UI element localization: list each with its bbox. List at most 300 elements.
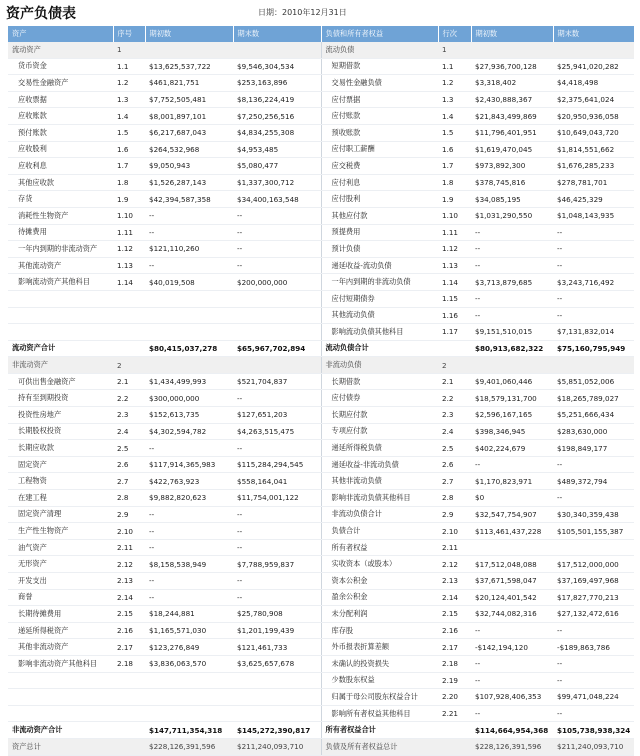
- asset-opening-cell: $422,763,923: [145, 473, 233, 490]
- asset-closing-cell: --: [233, 440, 321, 457]
- liability-opening-cell: $402,224,679: [471, 440, 553, 457]
- page-title: 资产负债表: [6, 6, 76, 22]
- asset-name-cell: 其他非流动资产: [8, 639, 113, 656]
- liability-name-cell: 实收资本（或股本）: [321, 556, 438, 573]
- asset-name-cell: 货币资金: [8, 58, 113, 75]
- header-closing-balance-right: 期末数: [553, 26, 634, 42]
- liability-closing-cell: $7,131,832,014: [553, 324, 634, 341]
- asset-opening-cell: $117,914,365,983: [145, 456, 233, 473]
- table-row: [8, 307, 634, 324]
- asset-seq-cell: 1.4: [113, 108, 145, 125]
- liability-line-cell: 2.6: [438, 456, 471, 473]
- asset-opening-cell: [145, 705, 233, 722]
- asset-opening-cell: $300,000,000: [145, 390, 233, 407]
- asset-name-cell: 可供出售金融资产: [8, 373, 113, 390]
- liability-name-cell: 非流动负债合计: [321, 506, 438, 523]
- liability-opening-cell: $2,596,167,165: [471, 407, 553, 424]
- asset-seq-cell: 1.3: [113, 91, 145, 108]
- section-row: [8, 42, 634, 58]
- liability-line-cell: [438, 340, 471, 357]
- liability-opening-cell: $1,031,290,550: [471, 207, 553, 224]
- asset-opening-cell: [145, 42, 233, 58]
- liability-name-cell: 交易性金融负债: [321, 75, 438, 92]
- asset-opening-cell: $7,752,505,481: [145, 91, 233, 108]
- liability-line-cell: 2.12: [438, 556, 471, 573]
- liability-closing-cell: $20,950,936,058: [553, 108, 634, 125]
- liability-closing-cell: $211,240,093,710: [553, 738, 634, 755]
- asset-seq-cell: 2.1: [113, 373, 145, 390]
- liability-line-cell: 1.4: [438, 108, 471, 125]
- liability-line-cell: 1.11: [438, 224, 471, 241]
- table-row: [8, 158, 634, 175]
- asset-seq-cell: 1.6: [113, 141, 145, 158]
- liability-line-cell: 2: [438, 357, 471, 374]
- liability-line-cell: 1.17: [438, 324, 471, 341]
- liability-closing-cell: $105,738,938,324: [553, 722, 634, 739]
- table-row: [8, 290, 634, 307]
- liability-line-cell: 1.7: [438, 158, 471, 175]
- asset-closing-cell: --: [233, 539, 321, 556]
- balance-sheet-table-container: [8, 26, 634, 756]
- asset-closing-cell: $211,240,093,710: [233, 738, 321, 755]
- liability-line-cell: 2.19: [438, 672, 471, 689]
- asset-name-cell: 应收票据: [8, 91, 113, 108]
- liability-opening-cell: $114,664,954,368: [471, 722, 553, 739]
- liability-name-cell: 应付股利: [321, 191, 438, 208]
- liability-line-cell: 2.18: [438, 655, 471, 672]
- asset-opening-cell: --: [145, 440, 233, 457]
- asset-opening-cell: $18,244,881: [145, 606, 233, 623]
- liability-closing-cell: --: [553, 290, 634, 307]
- liability-name-cell: 流动负债: [321, 42, 438, 58]
- asset-name-cell: 交易性金融资产: [8, 75, 113, 92]
- asset-seq-cell: 2.17: [113, 639, 145, 656]
- table-row: [8, 141, 634, 158]
- liability-opening-cell: $20,124,401,542: [471, 589, 553, 606]
- asset-closing-cell: $4,263,515,475: [233, 423, 321, 440]
- table-row: [8, 589, 634, 606]
- liability-name-cell: 递延所得税负债: [321, 440, 438, 457]
- asset-seq-cell: 1.7: [113, 158, 145, 175]
- asset-closing-cell: $5,080,477: [233, 158, 321, 175]
- table-row: [8, 75, 634, 92]
- liability-opening-cell: -$142,194,120: [471, 639, 553, 656]
- liability-line-cell: 2.15: [438, 606, 471, 623]
- asset-seq-cell: [113, 689, 145, 706]
- liability-closing-cell: $283,630,000: [553, 423, 634, 440]
- asset-name-cell: [8, 689, 113, 706]
- liability-closing-cell: --: [553, 672, 634, 689]
- liability-name-cell: 应付债券: [321, 390, 438, 407]
- asset-name-cell: 影响流动资产其他科目: [8, 274, 113, 291]
- asset-seq-cell: [113, 722, 145, 739]
- asset-opening-cell: --: [145, 207, 233, 224]
- asset-seq-cell: 1.5: [113, 124, 145, 141]
- liability-name-cell: 一年内到期的非流动负债: [321, 274, 438, 291]
- liability-line-cell: 2.5: [438, 440, 471, 457]
- liability-closing-cell: [553, 357, 634, 374]
- liability-name-cell: 应付职工薪酬: [321, 141, 438, 158]
- liability-closing-cell: $3,243,716,492: [553, 274, 634, 291]
- asset-opening-cell: --: [145, 523, 233, 540]
- liability-line-cell: 2.21: [438, 705, 471, 722]
- asset-seq-cell: 2.10: [113, 523, 145, 540]
- liability-name-cell: 非流动负债: [321, 357, 438, 374]
- asset-opening-cell: $228,126,391,596: [145, 738, 233, 755]
- asset-closing-cell: [233, 42, 321, 58]
- header-assets: 资产: [8, 26, 113, 42]
- asset-name-cell: 其他流动资产: [8, 257, 113, 274]
- liability-line-cell: 1.13: [438, 257, 471, 274]
- liability-closing-cell: $4,418,498: [553, 75, 634, 92]
- asset-seq-cell: 2.3: [113, 407, 145, 424]
- liability-line-cell: 1.2: [438, 75, 471, 92]
- table-row: [8, 606, 634, 623]
- liability-closing-cell: [553, 539, 634, 556]
- liability-line-cell: 2.10: [438, 523, 471, 540]
- liability-line-cell: 2.3: [438, 407, 471, 424]
- asset-name-cell: 固定资产清理: [8, 506, 113, 523]
- asset-closing-cell: $1,201,199,439: [233, 622, 321, 639]
- asset-closing-cell: $121,461,733: [233, 639, 321, 656]
- table-row: [8, 124, 634, 141]
- liability-name-cell: 归属于母公司股东权益合计: [321, 689, 438, 706]
- asset-seq-cell: 2.5: [113, 440, 145, 457]
- liability-name-cell: 专项应付款: [321, 423, 438, 440]
- asset-opening-cell: --: [145, 589, 233, 606]
- asset-name-cell: 商誉: [8, 589, 113, 606]
- asset-name-cell: 生产性生物资产: [8, 523, 113, 540]
- liability-line-cell: 2.11: [438, 539, 471, 556]
- asset-opening-cell: [145, 689, 233, 706]
- asset-name-cell: 非流动资产: [8, 357, 113, 374]
- liability-opening-cell: $973,892,300: [471, 158, 553, 175]
- table-row: [8, 174, 634, 191]
- table-row: [8, 407, 634, 424]
- asset-seq-cell: 1.1: [113, 58, 145, 75]
- liability-closing-cell: $17,512,000,000: [553, 556, 634, 573]
- liability-line-cell: 2.16: [438, 622, 471, 639]
- asset-seq-cell: 2.9: [113, 506, 145, 523]
- asset-seq-cell: [113, 340, 145, 357]
- asset-name-cell: 长期股权投资: [8, 423, 113, 440]
- asset-closing-cell: --: [233, 241, 321, 258]
- asset-name-cell: 长期应收款: [8, 440, 113, 457]
- table-row: [8, 490, 634, 507]
- liability-line-cell: 1.3: [438, 91, 471, 108]
- asset-seq-cell: 2.12: [113, 556, 145, 573]
- asset-opening-cell: [145, 307, 233, 324]
- asset-seq-cell: 2.15: [113, 606, 145, 623]
- asset-opening-cell: --: [145, 573, 233, 590]
- table-row: [8, 473, 634, 490]
- liability-closing-cell: $25,941,020,282: [553, 58, 634, 75]
- asset-closing-cell: $65,967,702,894: [233, 340, 321, 357]
- liability-line-cell: 1.5: [438, 124, 471, 141]
- asset-opening-cell: $8,158,538,949: [145, 556, 233, 573]
- liability-closing-cell: --: [553, 307, 634, 324]
- asset-opening-cell: $264,532,968: [145, 141, 233, 158]
- asset-name-cell: 应收利息: [8, 158, 113, 175]
- liability-name-cell: 应付票据: [321, 91, 438, 108]
- liability-closing-cell: $37,169,497,968: [553, 573, 634, 590]
- liability-closing-cell: --: [553, 456, 634, 473]
- liability-closing-cell: $46,425,329: [553, 191, 634, 208]
- table-row: [8, 539, 634, 556]
- table-row: [8, 373, 634, 390]
- subtotal-row: [8, 340, 634, 357]
- liability-name-cell: 负债及所有者权益总计: [321, 738, 438, 755]
- liability-line-cell: [438, 738, 471, 755]
- liability-line-cell: 2.9: [438, 506, 471, 523]
- asset-closing-cell: --: [233, 207, 321, 224]
- asset-seq-cell: 1.9: [113, 191, 145, 208]
- table-body: [8, 42, 634, 755]
- liability-opening-cell: $107,928,406,353: [471, 689, 553, 706]
- asset-name-cell: [8, 290, 113, 307]
- liability-name-cell: 短期借款: [321, 58, 438, 75]
- asset-opening-cell: --: [145, 539, 233, 556]
- asset-closing-cell: $34,400,163,548: [233, 191, 321, 208]
- table-row: [8, 655, 634, 672]
- liability-name-cell: 其他非流动负债: [321, 473, 438, 490]
- asset-name-cell: 应收股利: [8, 141, 113, 158]
- liability-opening-cell: --: [471, 672, 553, 689]
- asset-seq-cell: 1.10: [113, 207, 145, 224]
- table-row: [8, 58, 634, 75]
- liability-opening-cell: $9,151,510,015: [471, 324, 553, 341]
- table-row: [8, 523, 634, 540]
- asset-seq-cell: 2.2: [113, 390, 145, 407]
- asset-closing-cell: $521,704,837: [233, 373, 321, 390]
- liability-closing-cell: --: [553, 490, 634, 507]
- asset-name-cell: 在建工程: [8, 490, 113, 507]
- liability-closing-cell: $30,340,359,438: [553, 506, 634, 523]
- liability-opening-cell: $3,318,402: [471, 75, 553, 92]
- liability-closing-cell: -$189,863,786: [553, 639, 634, 656]
- asset-seq-cell: 1.2: [113, 75, 145, 92]
- asset-opening-cell: --: [145, 224, 233, 241]
- table-row: [8, 191, 634, 208]
- liability-closing-cell: [553, 42, 634, 58]
- liability-name-cell: 递延收益-非流动负债: [321, 456, 438, 473]
- asset-closing-cell: --: [233, 589, 321, 606]
- liability-line-cell: 2.14: [438, 589, 471, 606]
- liability-closing-cell: --: [553, 705, 634, 722]
- asset-name-cell: 流动资产: [8, 42, 113, 58]
- asset-opening-cell: $123,276,849: [145, 639, 233, 656]
- asset-seq-cell: 1.14: [113, 274, 145, 291]
- table-row: [8, 622, 634, 639]
- asset-name-cell: 影响非流动资产其他科目: [8, 655, 113, 672]
- liability-closing-cell: --: [553, 655, 634, 672]
- liability-line-cell: 2.20: [438, 689, 471, 706]
- asset-closing-cell: [233, 689, 321, 706]
- asset-name-cell: 递延所得税资产: [8, 622, 113, 639]
- liability-opening-cell: $113,461,437,228: [471, 523, 553, 540]
- liability-opening-cell: $11,796,401,951: [471, 124, 553, 141]
- liability-closing-cell: --: [553, 241, 634, 258]
- asset-opening-cell: [145, 290, 233, 307]
- table-row: [8, 506, 634, 523]
- asset-opening-cell: $121,110,260: [145, 241, 233, 258]
- asset-seq-cell: 2: [113, 357, 145, 374]
- header-opening-balance-right: 期初数: [471, 26, 553, 42]
- asset-opening-cell: $4,302,594,782: [145, 423, 233, 440]
- table-row: [8, 324, 634, 341]
- table-row: [8, 672, 634, 689]
- liability-name-cell: 资本公积金: [321, 573, 438, 590]
- liability-closing-cell: $5,851,052,006: [553, 373, 634, 390]
- liability-name-cell: 少数股东权益: [321, 672, 438, 689]
- liability-closing-cell: $27,132,472,616: [553, 606, 634, 623]
- liability-name-cell: 应付短期债券: [321, 290, 438, 307]
- liability-opening-cell: $32,547,754,907: [471, 506, 553, 523]
- liability-closing-cell: --: [553, 257, 634, 274]
- asset-opening-cell: $9,882,820,623: [145, 490, 233, 507]
- asset-closing-cell: --: [233, 506, 321, 523]
- liability-name-cell: 长期借款: [321, 373, 438, 390]
- header-closing-balance: 期末数: [233, 26, 321, 42]
- asset-name-cell: 其他应收款: [8, 174, 113, 191]
- asset-opening-cell: $13,625,537,722: [145, 58, 233, 75]
- liability-opening-cell: [471, 357, 553, 374]
- liability-name-cell: 长期应付款: [321, 407, 438, 424]
- asset-seq-cell: 2.4: [113, 423, 145, 440]
- liability-name-cell: 未确认的投资损失: [321, 655, 438, 672]
- asset-opening-cell: --: [145, 257, 233, 274]
- liability-name-cell: 其他流动负债: [321, 307, 438, 324]
- asset-opening-cell: [145, 672, 233, 689]
- subtotal-row: [8, 722, 634, 739]
- asset-seq-cell: 2.6: [113, 456, 145, 473]
- liability-opening-cell: $0: [471, 490, 553, 507]
- table-row: [8, 108, 634, 125]
- asset-seq-cell: 2.14: [113, 589, 145, 606]
- asset-closing-cell: --: [233, 224, 321, 241]
- liability-closing-cell: $198,849,177: [553, 440, 634, 457]
- liability-line-cell: 1.9: [438, 191, 471, 208]
- asset-seq-cell: [113, 324, 145, 341]
- asset-closing-cell: $4,834,255,308: [233, 124, 321, 141]
- table-row: [8, 241, 634, 258]
- asset-opening-cell: $3,836,063,570: [145, 655, 233, 672]
- asset-seq-cell: 1.13: [113, 257, 145, 274]
- liability-name-cell: 应付利息: [321, 174, 438, 191]
- asset-closing-cell: $145,272,390,817: [233, 722, 321, 739]
- liability-line-cell: 1.12: [438, 241, 471, 258]
- table-row: [8, 91, 634, 108]
- liability-line-cell: 1.8: [438, 174, 471, 191]
- asset-seq-cell: 1.12: [113, 241, 145, 258]
- table-row: [8, 689, 634, 706]
- header-bar: [0, 0, 640, 26]
- liability-opening-cell: $1,170,823,971: [471, 473, 553, 490]
- liability-line-cell: 2.17: [438, 639, 471, 656]
- asset-name-cell: 应收账款: [8, 108, 113, 125]
- asset-opening-cell: $6,217,687,043: [145, 124, 233, 141]
- asset-closing-cell: --: [233, 257, 321, 274]
- liability-closing-cell: $1,048,143,935: [553, 207, 634, 224]
- table-row: [8, 573, 634, 590]
- liability-line-cell: 1: [438, 42, 471, 58]
- liability-name-cell: 递延收益-流动负债: [321, 257, 438, 274]
- asset-name-cell: 投资性房地产: [8, 407, 113, 424]
- liability-name-cell: 影响所有者权益其他科目: [321, 705, 438, 722]
- liability-line-cell: 2.13: [438, 573, 471, 590]
- liability-closing-cell: $1,676,285,233: [553, 158, 634, 175]
- liability-opening-cell: --: [471, 241, 553, 258]
- liability-opening-cell: --: [471, 705, 553, 722]
- liability-name-cell: 流动负债合计: [321, 340, 438, 357]
- asset-name-cell: 油气资产: [8, 539, 113, 556]
- asset-name-cell: 非流动资产合计: [8, 722, 113, 739]
- liability-opening-cell: [471, 539, 553, 556]
- asset-seq-cell: [113, 738, 145, 755]
- liability-opening-cell: $37,671,598,047: [471, 573, 553, 590]
- asset-seq-cell: 2.8: [113, 490, 145, 507]
- asset-closing-cell: $8,136,224,419: [233, 91, 321, 108]
- asset-opening-cell: $40,019,508: [145, 274, 233, 291]
- asset-closing-cell: [233, 324, 321, 341]
- asset-closing-cell: $7,250,256,516: [233, 108, 321, 125]
- asset-seq-cell: [113, 705, 145, 722]
- asset-closing-cell: $558,164,041: [233, 473, 321, 490]
- asset-name-cell: [8, 672, 113, 689]
- asset-name-cell: 长期待摊费用: [8, 606, 113, 623]
- asset-seq-cell: 2.18: [113, 655, 145, 672]
- asset-seq-cell: 2.11: [113, 539, 145, 556]
- liability-name-cell: 外币报表折算差额: [321, 639, 438, 656]
- asset-name-cell: 一年内到期的非流动资产: [8, 241, 113, 258]
- liability-opening-cell: $80,913,682,322: [471, 340, 553, 357]
- asset-opening-cell: $80,415,037,278: [145, 340, 233, 357]
- liability-name-cell: 影响非流动负债其他科目: [321, 490, 438, 507]
- liability-closing-cell: $105,501,155,387: [553, 523, 634, 540]
- liability-opening-cell: --: [471, 257, 553, 274]
- asset-name-cell: 存货: [8, 191, 113, 208]
- asset-name-cell: [8, 324, 113, 341]
- asset-closing-cell: $1,337,300,712: [233, 174, 321, 191]
- table-row: [8, 556, 634, 573]
- header-liabilities-equity: 负债和所有者权益: [321, 26, 438, 42]
- asset-name-cell: [8, 307, 113, 324]
- balance-sheet-table: [8, 26, 635, 756]
- asset-opening-cell: $8,001,897,101: [145, 108, 233, 125]
- asset-opening-cell: $152,613,735: [145, 407, 233, 424]
- table-row: [8, 456, 634, 473]
- liability-line-cell: 2.4: [438, 423, 471, 440]
- liability-closing-cell: $17,827,770,213: [553, 589, 634, 606]
- asset-closing-cell: $127,651,203: [233, 407, 321, 424]
- table-row: [8, 207, 634, 224]
- asset-closing-cell: [233, 307, 321, 324]
- liability-line-cell: 1.16: [438, 307, 471, 324]
- liability-opening-cell: $18,579,131,700: [471, 390, 553, 407]
- liability-opening-cell: $21,843,499,869: [471, 108, 553, 125]
- liability-opening-cell: $34,085,195: [471, 191, 553, 208]
- asset-closing-cell: --: [233, 390, 321, 407]
- asset-closing-cell: $4,953,485: [233, 141, 321, 158]
- liability-opening-cell: --: [471, 307, 553, 324]
- asset-opening-cell: $9,050,943: [145, 158, 233, 175]
- asset-seq-cell: 1.8: [113, 174, 145, 191]
- asset-name-cell: 持有至到期投资: [8, 390, 113, 407]
- liability-opening-cell: $9,401,060,446: [471, 373, 553, 390]
- grand-total-row: [8, 738, 634, 755]
- table-row: [8, 274, 634, 291]
- liability-opening-cell: --: [471, 655, 553, 672]
